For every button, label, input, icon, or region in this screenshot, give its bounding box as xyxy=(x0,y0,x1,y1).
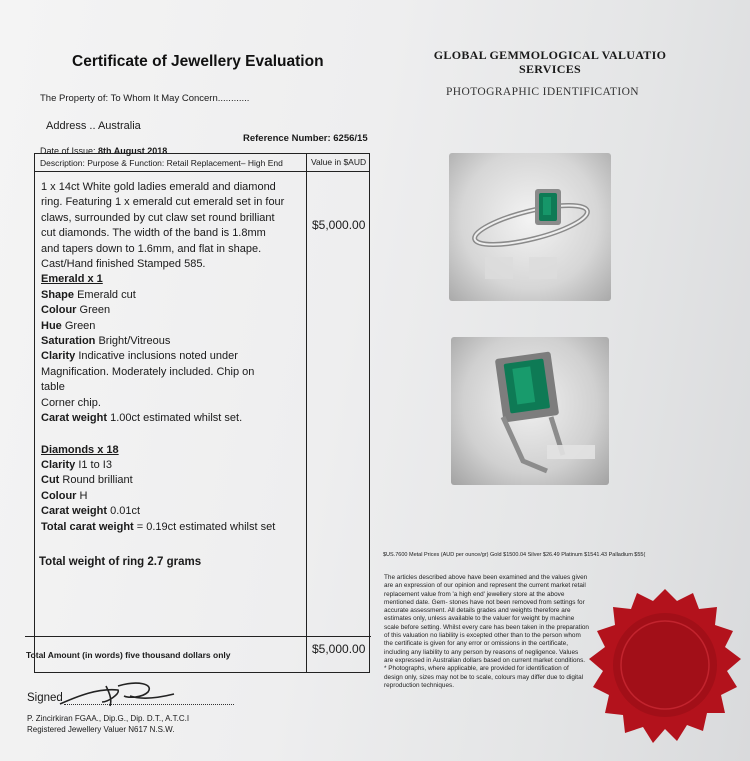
description-header: Description: Purpose & Function: Retail Replacement– High End xyxy=(40,158,283,168)
desc-line: claws, surrounded by cut claw set round brilliant xyxy=(41,211,275,224)
desc-line: and tapers down to 1.6mm, and flat in shape. xyxy=(41,242,262,255)
item-value: $5,000.00 xyxy=(312,218,366,232)
wax-seal-icon xyxy=(585,587,745,761)
address-line: Address .. Australia xyxy=(46,120,141,132)
emerald-clarity-line3: table xyxy=(41,381,65,394)
description-body xyxy=(41,180,301,535)
company-name-line1: GLOBAL GEMMOLOGICAL VALUATIO xyxy=(433,48,667,62)
table-header xyxy=(35,154,369,172)
value-header: Value in $AUD xyxy=(311,157,367,167)
signature-scribble xyxy=(58,676,178,710)
desc-line: 1 x 14ct White gold ladies emerald and diamond xyxy=(41,181,276,193)
photographic-identification: PHOTOGRAPHIC IDENTIFICATION xyxy=(446,86,639,98)
description-table xyxy=(26,153,370,673)
property-line: The Property of: To Whom It May Concern............ xyxy=(40,93,250,104)
emerald-clarity-line2: Magnification. Moderately included. Chip on xyxy=(41,365,255,378)
emerald-clarity: Clarity Indicative inclusions noted under xyxy=(41,350,238,363)
desc-line: Cast/Hand finished Stamped 585. xyxy=(41,258,206,271)
emerald-carat: Carat weight 1.00ct estimated whilst set. xyxy=(41,412,243,425)
company-name-line2: SERVICES xyxy=(518,62,581,76)
emerald-colour: Colour Green xyxy=(41,304,111,317)
diamond-total-carat: Total carat weight = 0.19ct estimated whilst set xyxy=(41,520,276,533)
emerald-shape: Shape Emerald cut xyxy=(41,288,136,301)
diamond-cut: Cut Round brilliant xyxy=(41,474,133,487)
diamond-colour: Colour H xyxy=(41,489,88,502)
certificate-title: Certificate of Jewellery Evaluation xyxy=(72,53,324,70)
total-amount-words: Total Amount (in words) five thousand dollars only xyxy=(26,650,231,660)
signer-registration: Registered Jewellery Valuer N617 N.S.W. xyxy=(27,725,175,734)
ring-photo-angle xyxy=(451,337,609,485)
ring-photo-front xyxy=(449,153,611,301)
emerald-hue: Hue Green xyxy=(41,319,96,332)
date-value: 8th August 2018 xyxy=(98,146,168,156)
desc-line: ring. Featuring 1 x emerald cut emerald set in four xyxy=(41,196,285,209)
disclaimer-text: The articles described above have been examined and the values given are an expression of our opinion and represent the current market retail replacement value from 'a high end' jewellery store at the above mentioned date. Gem- stones have not been removed from settings for accurate assessment. All details grades and weights therefore are estimates only, unless available to the valuer for weight by machine scale before setting. Whilst every care has been taken in the preparation of this valuation no liability is excepted other than to the person whom the certificate is given for any error or omissions in the certificate, including any liability to any person by reasons of negligence. Values are expressed in Australian dollars based on current market conditions. * Photographs, where applicable, are provided for identification of design only, sizes may not be to scale, colours may differ due to digital reproduction techniques. xyxy=(384,574,589,689)
date-label: Date of Issue: xyxy=(40,146,96,156)
emerald-clarity-line4: Corner chip. xyxy=(41,396,101,409)
company-name xyxy=(430,48,670,76)
diamonds-heading: Diamonds x 18 xyxy=(41,443,119,456)
reference-number: Reference Number: 6256/15 xyxy=(243,133,368,144)
desc-line: cut diamonds. The width of the band is 1.8mm xyxy=(41,227,266,240)
column-divider xyxy=(306,154,307,672)
total-amount-value: $5,000.00 xyxy=(312,642,366,656)
emerald-saturation: Saturation Bright/Vitreous xyxy=(41,335,171,348)
total-divider xyxy=(25,636,371,637)
signer-credentials: P. Zincirkiran FGAA., Dip.G., Dip. D.T., A.T.C.I xyxy=(27,714,190,723)
emerald-heading: Emerald x 1 xyxy=(41,273,103,286)
metal-prices: $US.7600 Metal Prices (AUD per ounce/gr) Gold $1500.04 Silver $26.49 Platinum $1541.43 Palladium $55( xyxy=(383,552,646,558)
signed-label: Signed xyxy=(27,692,63,704)
diamond-carat: Carat weight 0.01ct xyxy=(41,505,141,518)
total-weight: Total weight of ring 2.7 grams xyxy=(39,556,202,568)
diamond-clarity: Clarity I1 to I3 xyxy=(41,458,112,471)
